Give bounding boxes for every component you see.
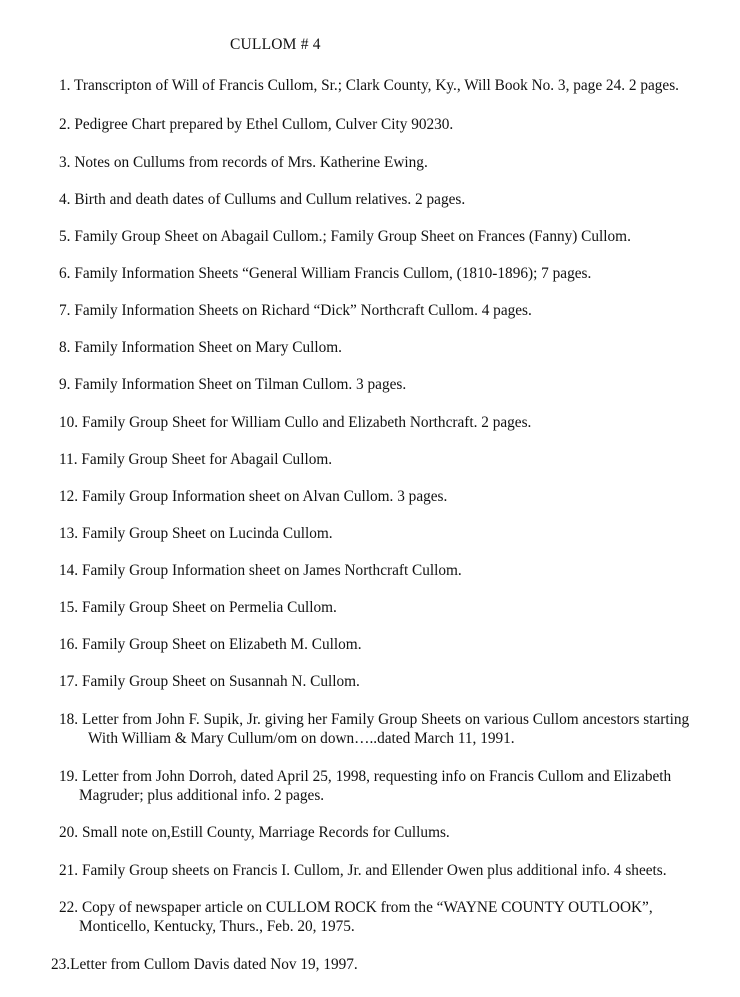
item-text: Family Information Sheets “General William Francis Cullom, (1810-1896); 7 pages. <box>74 265 592 282</box>
item-number: 12. <box>59 488 79 505</box>
item-text: Family Information Sheet on Mary Cullom. <box>74 339 342 356</box>
list-item <box>59 115 453 134</box>
list-item <box>59 227 631 246</box>
item-number: 22. <box>59 899 79 916</box>
list-item <box>59 898 653 936</box>
item-number: 8. <box>59 339 71 356</box>
item-text-continued: Monticello, Kentucky, Thurs., Feb. 20, 1975. <box>79 918 355 935</box>
list-item <box>59 861 667 880</box>
item-text: Family Group Information sheet on James Northcraft Cullom. <box>81 562 462 579</box>
list-item <box>59 264 591 283</box>
item-number: 10. <box>59 414 79 431</box>
item-text: Family Group Sheet for Abagail Cullom. <box>81 451 333 468</box>
item-text: Family Group Sheet on Lucinda Cullom. <box>81 525 333 542</box>
item-number: 2. <box>59 116 71 133</box>
list-item <box>59 635 362 654</box>
item-text: Birth and death dates of Cullums and Cullum relatives. 2 pages. <box>74 191 466 208</box>
item-number: 23. <box>51 956 71 973</box>
list-item <box>59 487 447 506</box>
item-text: Family Group Sheet on Susannah N. Cullom. <box>81 673 360 690</box>
item-number: 19. <box>59 768 79 785</box>
item-text: Letter from John F. Supik, Jr. giving her Family Group Sheets on various Cullom ancestors starting <box>81 711 690 728</box>
item-number: 1. <box>59 77 71 94</box>
list-item <box>59 153 428 172</box>
list-item <box>59 450 332 469</box>
list-item <box>59 672 360 691</box>
list-item <box>59 710 689 748</box>
item-text: Letter from Cullom Davis dated Nov 19, 1997. <box>70 956 358 973</box>
item-number: 5. <box>59 228 71 245</box>
item-text: Family Group Sheet for William Cullo and Elizabeth Northcraft. 2 pages. <box>81 414 532 431</box>
item-number: 7. <box>59 302 71 319</box>
item-number: 3. <box>59 154 71 171</box>
item-text-continued: With William & Mary Cullum/om on down…..dated March 11, 1991. <box>88 730 515 747</box>
item-text: Family Group Sheet on Elizabeth M. Cullom. <box>81 636 362 653</box>
list-item <box>59 524 333 543</box>
item-number: 21. <box>59 862 79 879</box>
list-item <box>59 338 342 357</box>
list-item <box>59 375 406 394</box>
list-item <box>59 598 337 617</box>
list-item <box>59 561 462 580</box>
page-title: CULLOM # 4 <box>230 36 321 53</box>
item-text: Pedigree Chart prepared by Ethel Cullom, Culver City 90230. <box>74 116 454 133</box>
list-item <box>59 823 450 842</box>
item-text: Family Information Sheets on Richard “Dick” Northcraft Cullom. 4 pages. <box>74 302 532 319</box>
list-item <box>59 413 531 432</box>
item-text: Family Group Information sheet on Alvan Cullom. 3 pages. <box>81 488 448 505</box>
item-number: 9. <box>59 376 71 393</box>
item-text: Family Group Sheet on Permelia Cullom. <box>81 599 337 616</box>
item-number: 11. <box>59 451 78 468</box>
item-text: Family Group sheets on Francis I. Cullom, Jr. and Ellender Owen plus additional info. 4 sheets. <box>81 862 667 879</box>
item-number: 17. <box>59 673 79 690</box>
item-text: Transcripton of Will of Francis Cullom, Sr.; Clark County, Ky., Will Book No. 3, page 24. 2 pages. <box>74 77 679 94</box>
list-item <box>59 767 671 805</box>
item-number: 15. <box>59 599 79 616</box>
item-number: 6. <box>59 265 71 282</box>
item-number: 18. <box>59 711 79 728</box>
item-text: Family Group Sheet on Abagail Cullom.; Family Group Sheet on Frances (Fanny) Cullom. <box>74 228 631 245</box>
item-number: 20. <box>59 824 79 841</box>
item-text-continued: Magruder; plus additional info. 2 pages. <box>79 787 325 804</box>
item-text: Family Information Sheet on Tilman Cullom. 3 pages. <box>74 376 407 393</box>
item-text: Notes on Cullums from records of Mrs. Katherine Ewing. <box>74 154 428 171</box>
item-number: 16. <box>59 636 79 653</box>
list-item <box>59 76 679 95</box>
item-number: 14. <box>59 562 79 579</box>
item-number: 4. <box>59 191 71 208</box>
item-number: 13. <box>59 525 79 542</box>
list-item <box>59 190 465 209</box>
list-item <box>59 301 532 320</box>
list-item <box>51 955 358 974</box>
item-text: Letter from John Dorroh, dated April 25, 1998, requesting info on Francis Cullom and Elizabeth <box>81 768 672 785</box>
item-text: Small note on,Estill County, Marriage Records for Cullums. <box>81 824 450 841</box>
item-text: Copy of newspaper article on CULLOM ROCK from the “WAYNE COUNTY OUTLOOK”, <box>81 899 653 916</box>
